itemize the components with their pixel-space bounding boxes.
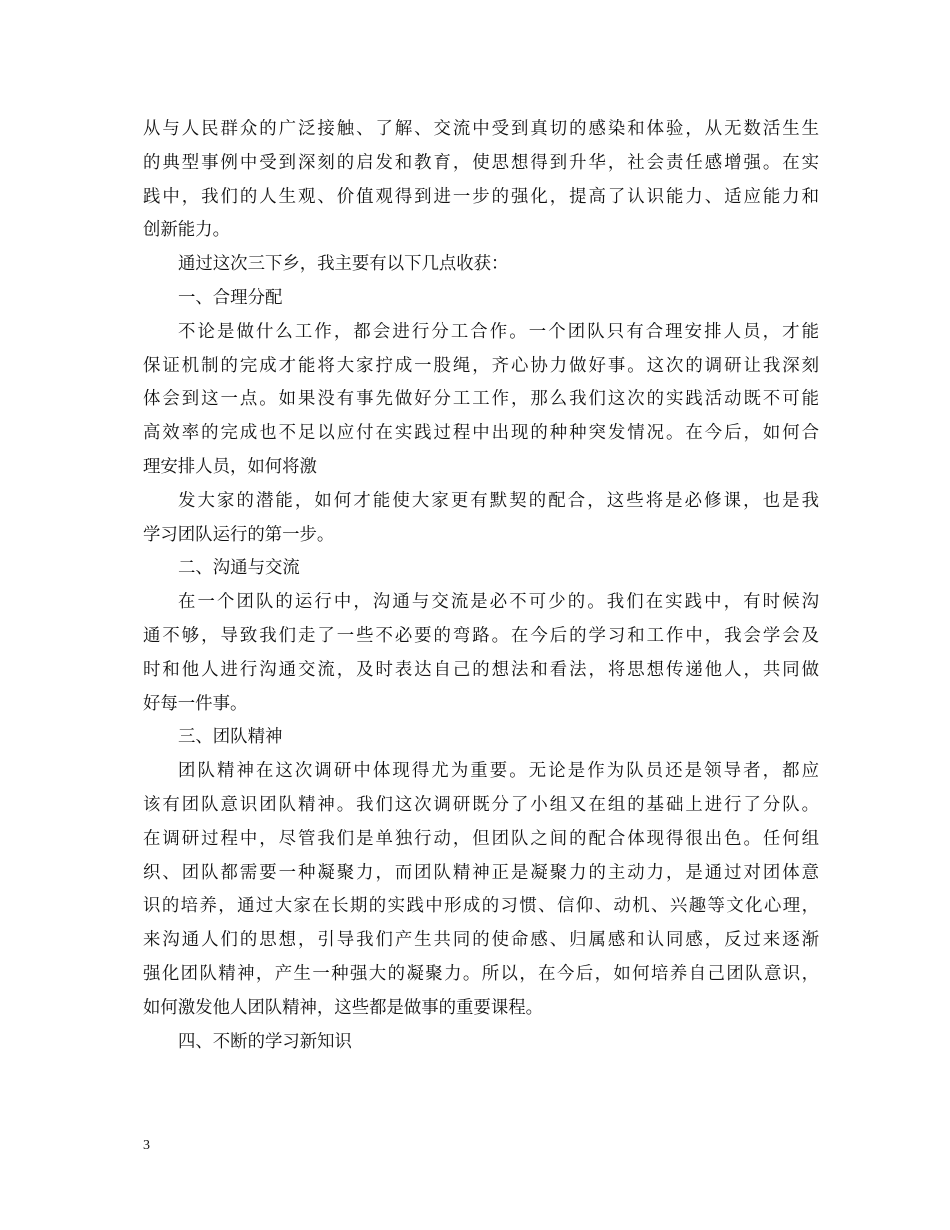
paragraph [143,113,819,248]
text-line: 通不够，导致我们走了一些不必要的弯路。在今后的学习和工作中，我会学会及 [143,625,819,646]
text-line: 识的培养，通过大家在长期的实践中形成的习惯、信仰、动机、兴趣等文化心理， [143,896,819,917]
text-line: 二、沟通与交流 [178,558,300,579]
text-line: 团队精神在这次调研中体现得尤为重要。无论是作为队员还是领导者，都应 [178,761,819,782]
page-number: 3 [143,1138,150,1153]
text-line: 保证机制的完成才能将大家拧成一股绳，齐心协力做好事。这次的调研让我深刻 [143,355,819,376]
paragraph [143,248,819,282]
paragraph [143,721,819,755]
paragraph [143,1026,819,1060]
text-line: 发大家的潜能，如何才能使大家更有默契的配合，这些将是必修课，也是我 [178,490,819,511]
text-line: 时和他人进行沟通交流，及时表达自己的想法和看法，将思想传递他人，共同做 [143,659,819,680]
text-line: 践中，我们的人生观、价值观得到进一步的强化，提高了认识能力、适应能力和 [143,186,819,207]
text-line: 在调研过程中，尽管我们是单独行动，但团队之间的配合体现得很出色。任何组 [143,828,819,849]
paragraph [143,552,819,586]
text-line: 强化团队精神，产生一种强大的凝聚力。所以，在今后，如何培养自己团队意识， [143,963,819,984]
paragraph [143,586,819,721]
body-text [143,113,819,1059]
text-line: 从与人民群众的广泛接触、了解、交流中受到真切的感染和体验，从无数活生生 [143,119,819,139]
text-line: 好每一件事。 [143,693,248,714]
text-line: 在一个团队的运行中，沟通与交流是必不可少的。我们在实践中，有时候沟 [178,592,819,613]
text-line: 如何激发他人团队精神，这些都是做事的重要课程。 [143,997,543,1018]
text-line: 不论是做什么工作，都会进行分工合作。一个团队只有合理安排人员，才能 [178,321,819,342]
text-line: 通过这次三下乡，我主要有以下几点收获： [178,254,509,275]
paragraph [143,282,819,316]
paragraph [143,316,819,485]
text-line: 高效率的完成也不足以应付在实践过程中出现的种种突发情况。在今后，如何合 [143,423,819,444]
text-line: 理安排人员，如何将激 [143,456,317,477]
paragraph [143,755,819,1025]
text-line: 织、团队都需要一种凝聚力，而团队精神正是凝聚力的主动力，是通过对团体意 [143,862,819,883]
text-line: 的典型事例中受到深刻的启发和教育，使思想得到升华，社会责任感增强。在实 [143,152,819,173]
text-line: 一、合理分配 [178,287,283,308]
text-line: 该有团队意识团队精神。我们这次调研既分了小组又在组的基础上进行了分队。 [143,794,819,815]
paragraph [143,485,819,553]
text-line: 三、团队精神 [178,727,283,748]
text-line: 学习团队运行的第一步。 [143,524,335,545]
text-line: 四、不断的学习新知识 [178,1031,352,1052]
text-line: 来沟通人们的思想，引导我们产生共同的使命感、归属感和认同感，反过来逐渐 [143,930,819,951]
text-line: 体会到这一点。如果没有事先做好分工工作，那么我们这次的实践活动既不可能 [143,389,819,410]
text-line: 创新能力。 [143,220,230,241]
